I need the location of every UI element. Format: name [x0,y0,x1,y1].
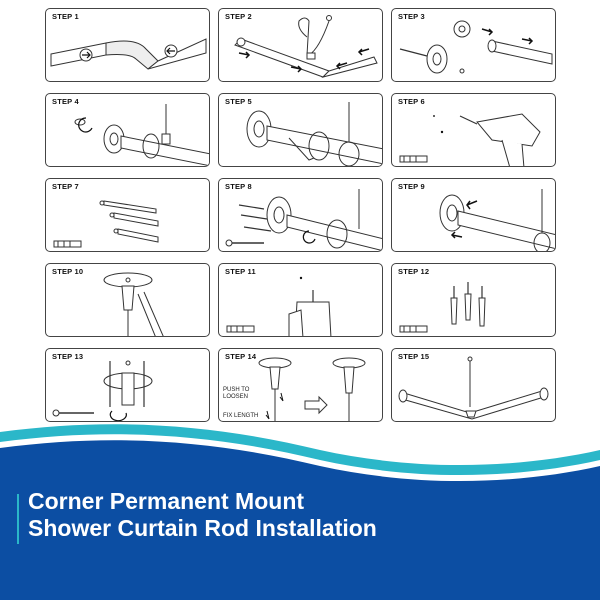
page-title [28,488,377,542]
step-9-label: STEP 9 [398,182,425,191]
step-1-panel [45,8,210,82]
step-4-panel [45,93,210,167]
loosen-text: LOOSEN [223,394,249,400]
step-6-panel [391,93,556,167]
step-5-panel [218,93,383,167]
step-14-panel [218,348,383,422]
step-10-panel [45,263,210,337]
title-line-2: Shower Curtain Rod Installation [28,515,377,541]
step-4-label: STEP 4 [52,97,79,106]
step-2-panel [218,8,383,82]
step-15-label: STEP 15 [398,352,430,361]
step-9-panel [391,178,556,252]
step-13-panel [45,348,210,422]
step-6-label: STEP 6 [398,97,425,106]
instruction-grid [45,8,556,424]
step-1-label: STEP 1 [52,12,79,21]
title-line-1: Corner Permanent Mount [28,488,305,514]
step-3-panel [391,8,556,82]
step-11-label: STEP 11 [225,267,256,276]
step-10-label: STEP 10 [52,267,84,276]
step-7-panel [45,178,210,252]
step-11-panel [218,263,383,337]
step-8-panel [218,178,383,252]
push-to-text: PUSH TO [223,387,250,393]
step-3-label: STEP 3 [398,12,425,21]
step-12-label: STEP 12 [398,267,430,276]
step-13-label: STEP 13 [52,352,84,361]
step-14-label: STEP 14 [225,352,257,361]
step-8-label: STEP 8 [225,182,252,191]
step-12-panel [391,263,556,337]
fix-length-text: FIX LENGTH [223,413,259,419]
step-5-label: STEP 5 [225,97,252,106]
step-2-label: STEP 2 [225,12,252,21]
step-15-panel [391,348,556,422]
step-7-label: STEP 7 [52,182,79,191]
title-accent-bar [17,494,19,544]
